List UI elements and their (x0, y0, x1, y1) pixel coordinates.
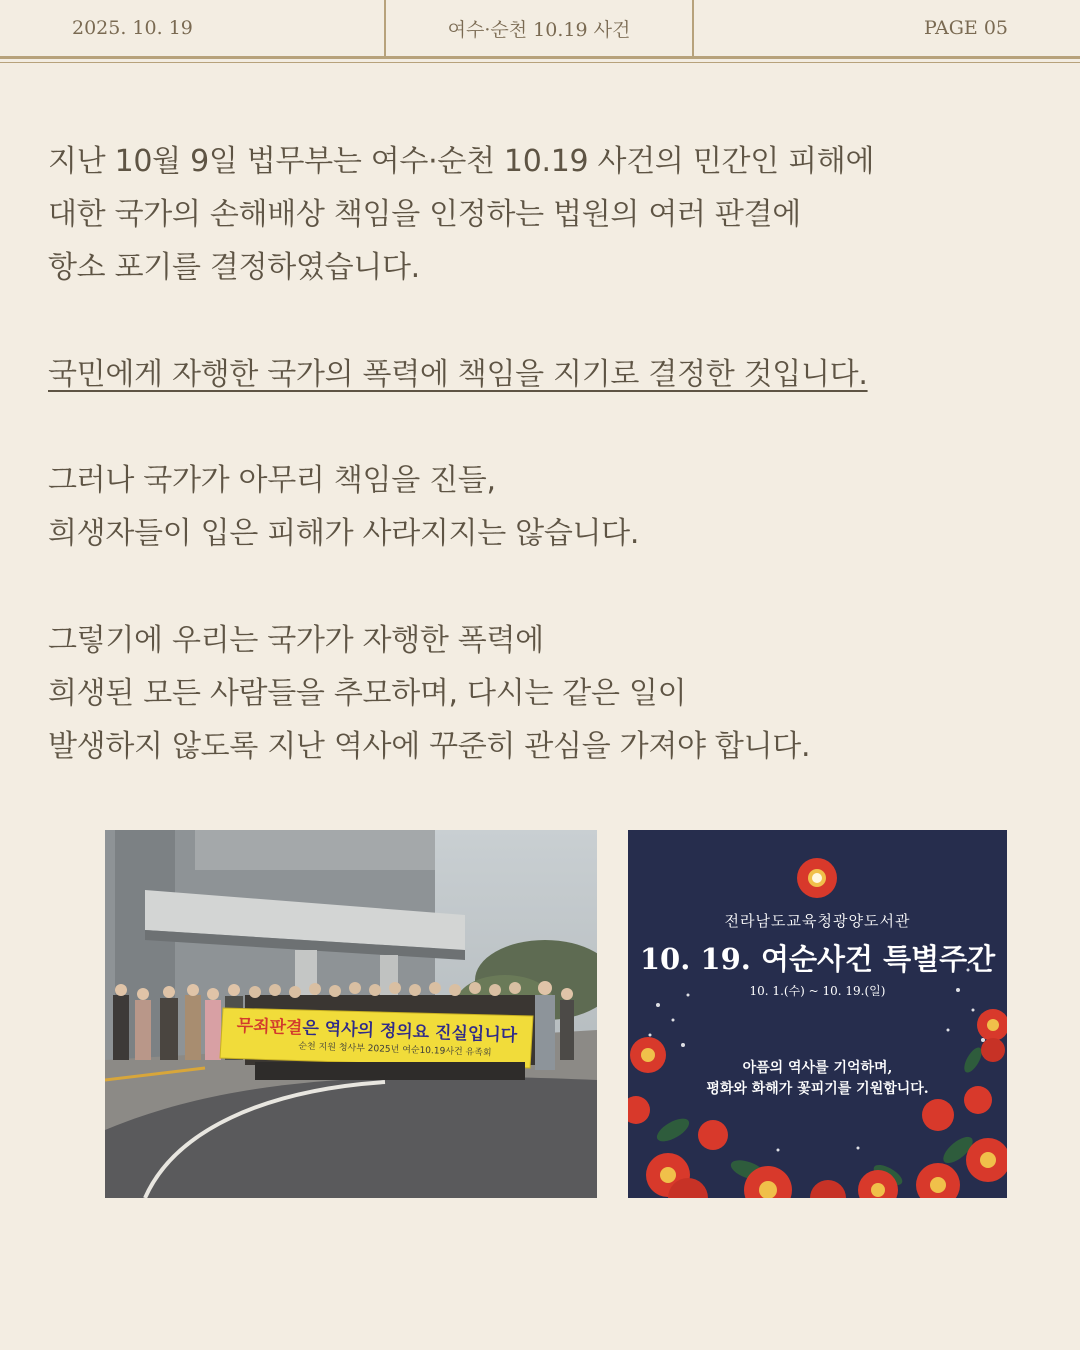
memorial-week-poster (628, 830, 1007, 1198)
banner-rest: 은 역사의 정의요 진실입니다 (302, 1018, 518, 1046)
header-rule-thin (0, 62, 1080, 63)
text-line: 희생자들이 입은 피해가 사라지지는 않습니다. (48, 516, 640, 551)
text-line: 국민에게 자행한 국가의 폭력에 책임을 지기로 결정한 것입니다. (48, 357, 868, 392)
text-line: 그러나 국가가 아무리 책임을 진들, (48, 463, 496, 498)
text-line: 희생된 모든 사람들을 추모하며, 다시는 같은 일이 (48, 676, 687, 711)
text-line: 항소 포기를 결정하였습니다. (48, 250, 420, 285)
paragraph-appeal-waiver (48, 135, 874, 294)
paragraph-damage (48, 454, 639, 560)
banner-subtitle: 순천 지원 청사부 2025년 여순10.19사건 유족회 (298, 1041, 492, 1059)
poster-message-line2: 평화와 화해가 꽃피기를 기원합니다. (706, 1081, 929, 1097)
text-line: 지난 10월 9일 법무부는 여수·순천 10.19 사건의 민간인 피해에 (48, 144, 875, 179)
poster-message-line1: 아픔의 역사를 기억하며, (742, 1060, 893, 1076)
header-title: 여수·순천 10.19 사건 (386, 0, 694, 56)
courthouse-photo-art (105, 830, 597, 1198)
paragraph-underlined-statement (48, 348, 868, 401)
header-date: 2025. 10. 19 (0, 0, 386, 56)
poster-organization: 전라남도교육청광양도서관 (724, 912, 911, 930)
banner-highlight: 무죄판결 (236, 1016, 303, 1039)
text-line: 그렇기에 우리는 국가가 자행한 폭력에 (48, 623, 544, 658)
header-rule-thick (0, 56, 1080, 59)
header-page-number: PAGE 05 (923, 17, 1008, 39)
paragraph-remembrance (48, 614, 810, 773)
poster-dates: 10. 1.(수) ~ 10. 19.(일) (749, 984, 886, 998)
camellia-art (628, 830, 1007, 1198)
text-line: 발생하지 않도록 지난 역사에 꾸준히 관심을 가져야 합니다. (48, 729, 811, 764)
poster-title: 10. 19. 여순사건 특별주간 (639, 942, 996, 976)
page-header (0, 0, 1080, 56)
text-line: 대한 국가의 손해배상 책임을 인정하는 법원의 여러 판결에 (48, 197, 801, 232)
courthouse-photo (105, 830, 597, 1198)
